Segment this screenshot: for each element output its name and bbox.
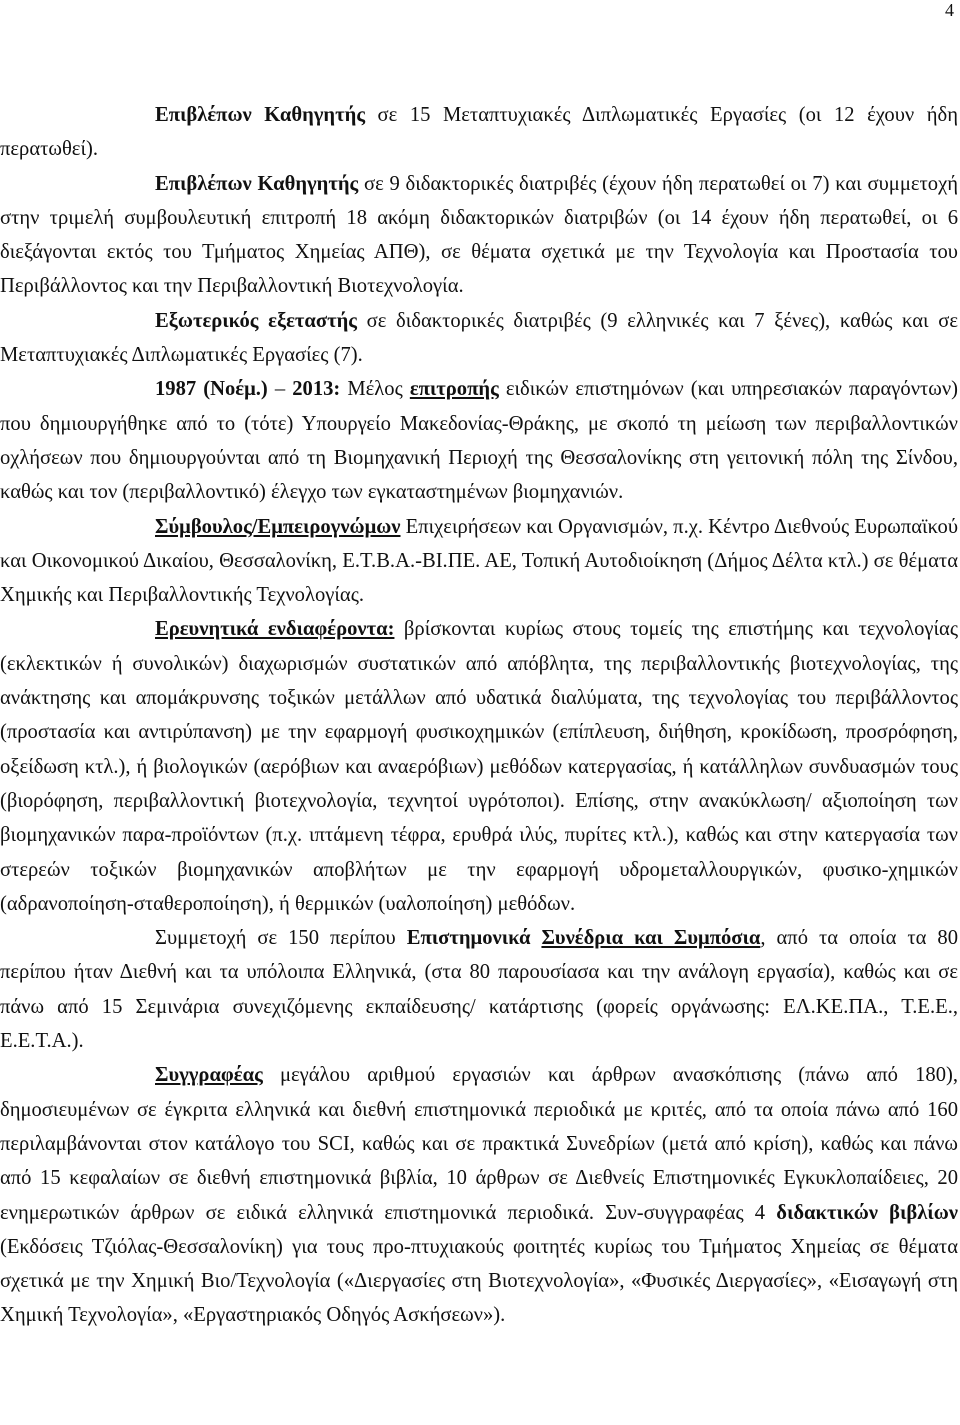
dash: – xyxy=(267,378,293,401)
paragraph-supervisor-masters xyxy=(0,98,958,167)
bold-heading: Εξωτερικός εξεταστής xyxy=(155,309,357,332)
paragraph-text: Μέλος xyxy=(340,378,410,401)
paragraph-text: βρίσκονται κυρίως στους τομείς της επιστήμης και τεχνολογίας (εκλεκτικών ή συνολικών) διαχωρισμών συστατικών από απόβλητα, της περιβαλλοντικής βιοτεχνολογίας, της ανάκτησης και απομάκρυνσης τοξικών μετάλλων από υδατικά διαλύματα, της τεχνολογίας του περιβάλλοντος (προστασία και αντιρύπανση) με την εφαρμογή φυσικοχημικών (επίπλευση, διήθηση, κροκίδωση, προσρόφηση, οξείδωση κτλ.), ή βιολογικών (αερόβιων και αναερόβιων) μεθόδων κατεργασίας, ή κατάλληλων συνδυασμών τους (βιορόφηση, περιβαλλοντική βιοτεχνολογία, τεχνητοί υγρότοποι). Επίσης, στην ανακύκλωση/ αξιοποίηση των βιομηχανικών παρα-προϊόντων (π.χ. ιπτάμενη τέφρα, ερυθρά ιλύς, πυρίτες κτλ.), καθώς και στην κατεργασία των στερεών τοξικών βιομηχανικών αποβλήτων με την εφαρμογή υδρομεταλλουργικών, φυσικο-χημικών (αδρανοποίηση-σταθεροποίηση), ή θερμικών (υαλοποίηση) μεθόδων. xyxy=(0,618,958,915)
paragraph-text: σε 15 Μεταπτυχιακές Διπλωματικές Εργασίες (οι 12 έχουν ήδη περατωθεί). xyxy=(0,104,959,161)
paragraph-external-examiner xyxy=(0,304,958,373)
paragraph-committee xyxy=(0,372,958,509)
document-body xyxy=(0,98,958,1333)
bold-heading xyxy=(155,1064,263,1086)
paragraph-text: Συμμετοχή σε 150 περίπου xyxy=(155,927,407,950)
page-number: 4 xyxy=(945,0,954,20)
paragraph-research-interests xyxy=(0,612,958,921)
underline-research: Ερευνητικά ενδιαφέροντα: xyxy=(155,618,395,641)
bold-term: διδακτικών βιβλίων xyxy=(776,1201,958,1224)
date-start: 1987 (Νοέμ.) xyxy=(155,378,268,401)
underline-consultant: Σύμβουλος/Εμπειρογνώμων xyxy=(155,515,401,538)
paragraph-text: , από τα οποία τα 80 περίπου ήταν Διεθνή και τα υπόλοιπα Ελληνικά, (στα 80 παρουσίασα και την ανάλογη εργασία), καθώς και σε πάνω από 15 Σεμινάρια συνεχιζόμενης εκπαίδευσης/ κατάρτισης (φορείς οργάνωσης: ΕΛ.ΚΕ.ΠΑ., Τ.Ε.Ε., Ε.Ε.Τ.Α.). xyxy=(0,927,959,1053)
paragraph-consultant xyxy=(0,510,958,613)
bold-underlined-term xyxy=(410,378,499,400)
underline-committee: επιτροπής xyxy=(409,378,499,401)
underline-author: Συγγραφέας xyxy=(155,1064,263,1087)
bold-heading: Επιβλέπων Καθηγητής xyxy=(155,172,359,195)
underline-conferences: Συνέδρια και Συμπόσια xyxy=(541,927,761,950)
paragraph-supervisor-phd xyxy=(0,167,958,304)
date-end: 2013: xyxy=(292,378,341,401)
bold-heading: Επιβλέπων Καθηγητής xyxy=(155,104,366,126)
bold-heading xyxy=(155,618,394,640)
paragraph-text: σε 9 διδακτορικές διατριβές (έχουν ήδη περατωθεί οι 7) και συμμετοχή στην τριμελή συμβουλευτική επιτροπή 18 ακόμη διδακτορικών διατριβών (οι 14 έχουν ήδη περατωθεί, οι 6 διεξάγονται εκτός του Τμήματος Χημείας ΑΠΘ), σε θέματα σχετικά με την Τεχνολογία και Προστασία του Περιβάλλοντος και την Περιβαλλοντική Βιοτεχνολογία. xyxy=(0,172,958,298)
paragraph-text: Επιχειρήσεων και Οργανισμών, π.χ. Κέντρο Διεθνούς Ευρωπαϊκού και Οικονομικού Δικαίου, Θεσσαλονίκη, Ε.Τ.Β.Α.-ΒΙ.ΠΕ. ΑΕ, Τοπική Αυτοδιοίκηση (Δήμος Δέλτα κτλ.) σε θέματα Χημικής και Περιβαλλοντικής Τεχνολογίας. xyxy=(0,515,959,607)
paragraph-conferences xyxy=(0,921,958,1058)
paragraph-text: σε διδακτορικές διατριβές (9 ελληνικές και 7 ξένες), καθώς και σε Μεταπτυχιακές Διπλωματικές Εργασίες (7). xyxy=(0,309,958,367)
bold-underlined-term xyxy=(541,927,760,949)
paragraph-text: (Εκδόσεις Τζιόλας-Θεσσαλονίκη) για τους προ-πτυχιακούς φοιτητές κυρίως του Τμήματος Χημείας σε θέματα σχετικά με την Χημική Βιο/Τεχνολογία («Διεργασίες στη Βιοτεχνολογία», «Φυσικές Διεργασίες», «Εισαγωγή στη Χημική Τεχνολογία», «Εργαστηριακός Οδηγός Ασκήσεων»). xyxy=(0,1235,958,1327)
paragraph-text: μεγάλου αριθμού εργασιών και άρθρων ανασκόπισης (πάνω από 180), δημοσιευμένων σε έγκριτα ελληνικά και διεθνή επιστημονικά περιοδικά με κριτές, από τα οποία πάνω από 160 περιλαμβάνονται στον κατάλογο του SCI, καθώς και σε πρακτικά Συνεδρίων (μετά από κρίση), καθώς και πάνω από 15 κεφαλαίων σε διεθνή επιστημονικά βιβλία, 10 άρθρων σε Διεθνείς Επιστημονικές Εγκυκλοπαίδειες, 20 ενημερωτικών άρθρων σε ειδικά ελληνικά επιστημονικά περιοδικά. Συν-συγγραφέας 4 xyxy=(0,1064,958,1224)
paragraph-text: ειδικών επιστημόνων (και υπηρεσιακών παραγόντων) που δημιουργήθηκε από το (τότε) Υπουργείο Μακεδονίας-Θράκης, με σκοπό τη μείωση των περιβαλλοντικών οχλήσεων που δημιουργούνται από τη Βιομηχανική Περιοχή της Θεσσαλονίκης στη γειτονική πόλη της Σίνδου, καθώς και τον (περιβαλλοντικό) έλεγχο των εγκαταστημένων βιομηχανιών. xyxy=(0,378,959,504)
bold-heading xyxy=(155,516,401,538)
bold-term: Επιστημονικά xyxy=(406,927,542,950)
paragraph-author xyxy=(0,1058,958,1332)
